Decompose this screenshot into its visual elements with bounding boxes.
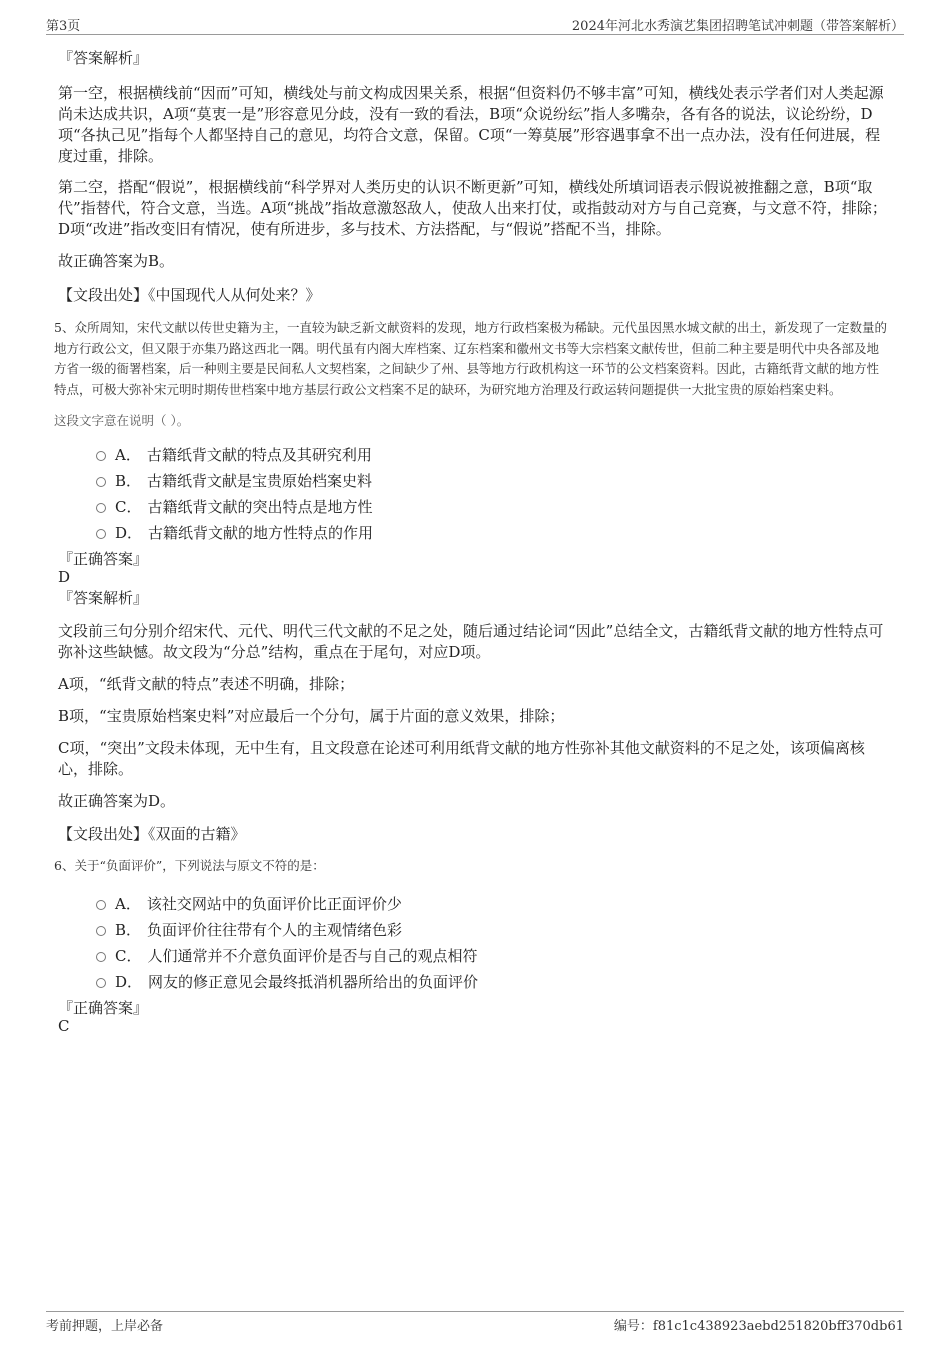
option-a[interactable] (58, 891, 888, 917)
option-text: 古籍纸背文献的地方性特点的作用 (148, 524, 374, 542)
option-letter: C． (115, 946, 142, 965)
radio-button[interactable] (96, 978, 106, 988)
option-letter: A． (115, 446, 141, 464)
analysis-paragraph: B项，“宝贵原始档案史料”对应最后一个分句，属于片面的意义效果，排除； (58, 707, 565, 725)
option-b[interactable] (58, 468, 888, 494)
radio-button[interactable] (96, 529, 106, 539)
option-letter: C． (115, 498, 142, 516)
option-text: 负面评价往往带有个人的主观情绪色彩 (147, 920, 403, 939)
footer-slogan: 考前押题，上岸必备 (46, 1319, 164, 1334)
analysis-paragraph: 文段前三句分别介绍宋代、元代、明代三代文献的不足之处，随后通过结论词“因此”总结全文，古籍纸背文献的地方性特点可弥补这些缺憾。故文段为“分总”结构，重点在于尾句，对应D项。 (58, 622, 884, 661)
text-source: 【文段出处】《双面的古籍》 (58, 825, 246, 843)
document-id: 编号：f81c1c438923aebd251820bff370db61 (613, 1319, 904, 1334)
option-letter: D． (115, 972, 143, 991)
option-text: 人们通常并不介意负面评价是否与自己的观点相符 (147, 946, 478, 965)
analysis-paragraph: A项，“纸背文献的特点”表述不明确，排除； (58, 675, 355, 693)
option-a[interactable] (58, 442, 888, 468)
question-6-text: 6、关于“负面评价”，下列说法与原文不符的是： (54, 858, 325, 873)
option-text: 古籍纸背文献是宝贵原始档案史料 (147, 472, 373, 490)
option-letter: B． (115, 920, 142, 939)
option-text: 古籍纸背文献的特点及其研究利用 (146, 446, 372, 464)
answer-conclusion: 故正确答案为B。 (58, 252, 175, 270)
page-header (46, 12, 904, 35)
analysis-heading: 『答案解析』 (58, 589, 149, 607)
option-letter: D． (115, 524, 143, 542)
question-5-prompt: 这段文字意在说明（ ）。 (54, 413, 190, 428)
text-source: 【文段出处】《中国现代人从何处来？》 (58, 286, 321, 304)
question-5-options (58, 442, 888, 546)
option-letter: B． (115, 472, 142, 490)
option-text: 古籍纸背文献的突出特点是地方性 (147, 498, 373, 516)
radio-button[interactable] (96, 477, 106, 487)
question-6-options (58, 891, 888, 995)
analysis-heading: 『答案解析』 (58, 49, 149, 67)
correct-answer-heading: 『正确答案』 (58, 998, 149, 1017)
option-d[interactable] (58, 520, 888, 546)
option-letter: A． (115, 894, 141, 913)
correct-answer-value: D (58, 568, 71, 586)
question-5-text: 5、众所周知，宋代文献以传世史籍为主，一直较为缺乏新文献资料的发现，地方行政档案极为稀缺。元代虽因黑水城文献的出土，新发现了一定数量的地方行政公文，但又限于亦集乃路这西北一隅。明代虽有内阁大库档案、辽东档案和徽州文书等大宗档案文献传世，但前二种主要是明代中央各部及地方省一级的衙署档案，后一种则主要是民间私人文契档案，之间缺少了州、县等地方行政机构这一环节的公文档案资料。因此，古籍纸背文献的地方性特点，可极大弥补宋元明时期传世档案中地方基层行政公文档案不足的缺环，为研究地方治理及行政运转问题提供一大批宝贵的原始档案史料。 (54, 320, 887, 397)
option-d[interactable] (58, 969, 888, 995)
option-text: 网友的修正意见会最终抵消机器所给出的负面评价 (148, 972, 479, 991)
page-content (54, 44, 888, 1035)
radio-button[interactable] (96, 451, 106, 461)
option-c[interactable] (58, 494, 888, 520)
correct-answer-heading: 『正确答案』 (58, 550, 149, 568)
answer-conclusion: 故正确答案为D。 (58, 792, 176, 810)
correct-answer-value: C (58, 1016, 70, 1035)
page-footer (46, 1311, 904, 1334)
document-title: 2024年河北水秀演艺集团招聘笔试冲刺题（带答案解析） (571, 19, 904, 34)
analysis-paragraph: 第一空，根据横线前“因而”可知，横线处与前文构成因果关系，根据“但资料仍不够丰富”可知，横线处表示学者们对人类起源尚未达成共识，A项“莫衷一是”形容意见分歧，没有一致的看法，B项“众说纷纭”指人多嘴杂，各有各的说法，议论纷纷，D项“各执己见”指每个人都坚持自己的意见，均符合文意，保留。C项“一筹莫展”形容遇事拿不出一点办法，没有任何进展，程度过重，排除。 (58, 84, 884, 165)
option-text: 该社交网站中的负面评价比正面评价少 (146, 894, 402, 913)
analysis-paragraph: C项，“突出”文段未体现，无中生有，且文段意在论述可利用纸背文献的地方性弥补其他文献资料的不足之处，该项偏离核心，排除。 (58, 739, 865, 778)
option-b[interactable] (58, 917, 888, 943)
radio-button[interactable] (96, 952, 106, 962)
analysis-paragraph: 第二空，搭配“假说”，根据横线前“科学界对人类历史的认识不断更新”可知，横线处所填词语表示假说被推翻之意，B项“取代”指替代，符合文意，当选。A项“挑战”指故意激怒敌人，使敌人出来打仗，或指鼓动对方与自己竞赛，与文意不符，排除；D项“改进”指改变旧有情况，使有所进步，多与技术、方法搭配，与“假说”搭配不当，排除。 (58, 178, 887, 238)
radio-button[interactable] (96, 900, 106, 910)
option-c[interactable] (58, 943, 888, 969)
radio-button[interactable] (96, 926, 106, 936)
radio-button[interactable] (96, 503, 106, 513)
page-number: 第3页 (46, 19, 81, 34)
